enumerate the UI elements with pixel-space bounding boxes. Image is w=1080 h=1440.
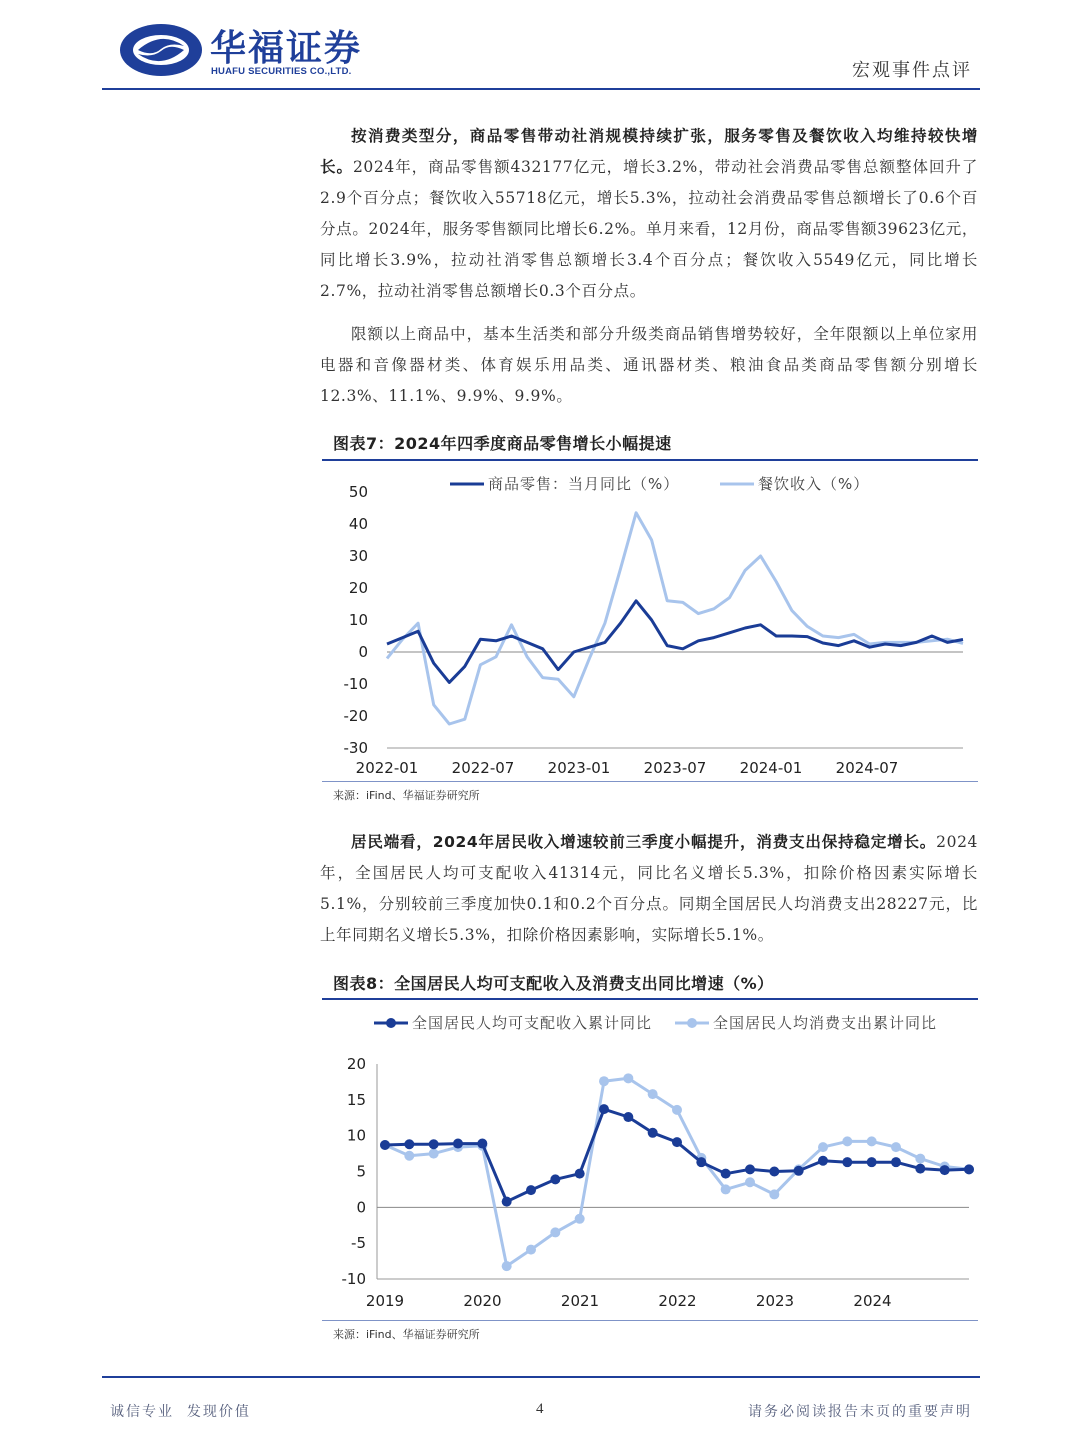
data-point [672,1105,682,1115]
paragraph-consumption-type [320,121,978,307]
data-point [842,1157,852,1167]
series-line-0 [385,1109,969,1201]
data-point [745,1164,755,1174]
data-point [404,1151,414,1161]
data-point [526,1185,536,1195]
data-point [769,1167,779,1177]
legend-label: 全国居民人均消费支出累计同比 [713,1014,938,1032]
data-point [964,1164,974,1174]
series-line-1 [387,513,963,724]
paragraph-body: 2024年，全国居民人均可支配收入41314元，同比名义增长5.3%，扣除价格因素实际增长5.1%，分别较前三季度加快0.1和0.2个百分点。同期全国居民人均消费支出28227元，比上年同期名义增长5.3%，扣除价格因素影响，实际增长5.1%。 [320,833,978,944]
footer-disclaimer: 请务必阅读报告末页的重要声明 [748,1404,972,1420]
data-point [575,1214,585,1224]
y-tick-label: 30 [348,547,368,565]
data-point [623,1073,633,1083]
chart-income-expenditure [322,1001,978,1319]
y-tick-label: 10 [348,611,368,629]
data-point [891,1157,901,1167]
chart-retail-sales [322,462,978,780]
data-point [915,1164,925,1174]
x-tick-label: 2022 [658,1292,697,1310]
data-point [867,1136,877,1146]
figure7-bottom-rule [322,781,978,782]
data-point [404,1139,414,1149]
figure8-bottom-rule [322,1320,978,1321]
header [0,0,1080,95]
data-point [940,1165,950,1175]
x-tick-label: 2023-07 [643,759,707,777]
data-point [672,1137,682,1147]
y-tick-label: -10 [343,675,368,693]
legend-marker [687,1018,697,1028]
series-line-0 [387,601,963,683]
x-tick-label: 2022-01 [355,759,419,777]
paragraph-lead: 按消费类型分，商品零售带动社消规模持续扩张，服务零售及餐饮收入均维持较快增长。 [320,127,978,176]
legend-label: 商品零售：当月同比（%） [488,475,680,493]
company-logo-icon [118,22,204,78]
y-tick-label: 40 [348,515,368,533]
company-name-cn: 华福证券 [210,28,363,69]
figure8-source: 来源：iFind、华福证券研究所 [333,1328,480,1341]
y-tick-label: 20 [348,579,368,597]
figure8-title: 图表8：全国居民人均可支配收入及消费支出同比增速（%） [333,974,774,993]
legend-label: 餐饮收入（%） [758,475,870,493]
data-point [915,1154,925,1164]
company-name-en: HUAFU SECURITIES CO.,LTD. [211,66,352,77]
y-tick-label: 10 [346,1126,366,1145]
data-point [721,1169,731,1179]
data-point [745,1177,755,1187]
x-tick-label: 2024-07 [835,759,899,777]
y-tick-label: 50 [348,483,368,501]
x-tick-label: 2024-01 [739,759,803,777]
data-point [502,1261,512,1271]
x-tick-label: 2019 [365,1292,405,1310]
data-point [769,1189,779,1199]
data-point [599,1076,609,1086]
data-point [623,1112,633,1122]
data-point [721,1184,731,1194]
y-tick-label: 0 [358,643,368,661]
data-point [794,1166,804,1176]
y-tick-label: -30 [343,739,368,757]
data-point [429,1149,439,1159]
x-tick-label: 2024 [853,1292,892,1310]
x-tick-label: 2023 [755,1292,795,1310]
page-number: 4 [536,1401,544,1417]
y-tick-label: -20 [343,707,368,725]
data-point [842,1136,852,1146]
data-point [867,1157,877,1167]
y-tick-label: 20 [346,1055,366,1073]
y-tick-label: -5 [351,1234,366,1253]
figure7-title: 图表7：2024年四季度商品零售增长小幅提速 [333,434,672,453]
data-point [550,1227,560,1237]
y-tick-label: 0 [356,1198,366,1217]
data-point [818,1156,828,1166]
data-point [891,1142,901,1152]
figure7-source: 来源：iFind、华福证券研究所 [333,789,480,802]
paragraph-body: 2024年，商品零售额432177亿元，增长3.2%，带动社会消费品零售总额整体回升了2.9个百分点；餐饮收入55718亿元，增长5.3%，拉动社会消费品零售总额增长了0.6个百分点。2024年，服务零售额同比增长6.2%。单月来看，12月份，商品零售额39623亿元，同比增长3.9%，拉动社消零售总额增长3.4个百分点；餐饮收入5549亿元，同比增长2.7%，拉动社消零售总额增长0.3个百分点。 [320,158,979,300]
x-tick-label: 2020 [463,1292,502,1310]
y-tick-label: 5 [356,1162,366,1181]
x-tick-label: 2023-01 [547,759,611,777]
data-point [696,1157,706,1167]
y-tick-label: -10 [341,1270,366,1288]
data-point [575,1169,585,1179]
data-point [550,1174,560,1184]
paragraph-upgrade-goods [320,319,978,412]
data-point [599,1104,609,1114]
data-point [648,1128,658,1138]
figure8-top-rule [322,998,978,1000]
y-tick-label: 15 [346,1090,366,1109]
data-point [380,1140,390,1150]
data-point [818,1142,828,1152]
x-tick-label: 2022-07 [451,759,515,777]
footer-rule [102,1376,980,1378]
data-point [648,1089,658,1099]
data-point [453,1139,463,1149]
figure7-top-rule [322,459,978,461]
legend-label: 全国居民人均可支配收入累计同比 [412,1014,653,1032]
data-point [526,1245,536,1255]
paragraph-body: 限额以上商品中，基本生活类和部分升级类商品销售增势较好，全年限额以上单位家用电器和音像器材类、体育娱乐用品类、通讯器材类、粮油食品类商品零售额分别增长12.3%、11.1%、9.9%、9.9%。 [320,325,978,405]
data-point [502,1197,512,1207]
paragraph-lead: 居民端看，2024年居民收入增速较前三季度小幅提升，消费支出保持稳定增长。 [351,833,937,851]
data-point [477,1139,487,1149]
header-rule [102,88,980,90]
legend-marker [386,1018,396,1028]
footer-slogan: 诚信专业 发现价值 [110,1404,251,1420]
data-point [429,1139,439,1149]
x-tick-label: 2021 [560,1292,600,1310]
doc-type: 宏观事件点评 [852,60,972,81]
paragraph-household [320,827,978,951]
